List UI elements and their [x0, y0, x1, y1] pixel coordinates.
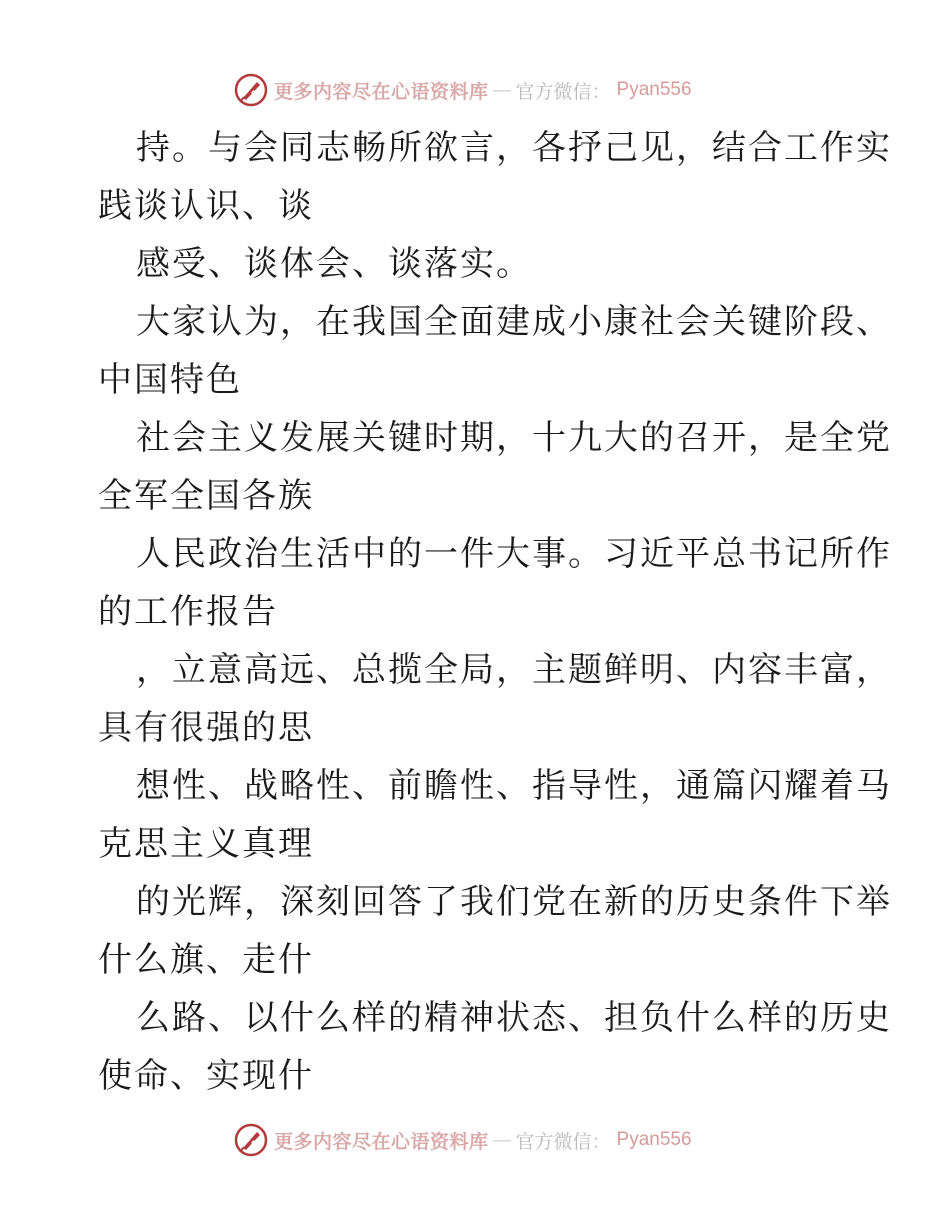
text-line: 使命、实现什	[98, 1056, 314, 1096]
text-line: 中国特色	[98, 360, 242, 400]
text-line: 持。与会同志畅所欲言，各抒己见，结合工作实	[136, 128, 892, 168]
text-line: 的工作报告	[98, 592, 278, 632]
text-line: 什么旗、走什	[98, 940, 314, 980]
text-line: 践谈认识、谈	[98, 186, 314, 226]
text-line: 克思主义真理	[98, 824, 314, 864]
quill-logo-icon	[234, 1123, 268, 1157]
footer-wechat-label: 官方微信：	[515, 1130, 611, 1153]
header-wechat-id: Pyan556	[616, 79, 692, 100]
footer-site-text: 更多内容尽在心语资料库	[274, 1130, 489, 1153]
footer-separator: —	[492, 1129, 512, 1151]
text-line: 人民政治生活中的一件大事。习近平总书记所作	[136, 534, 892, 574]
text-line: 的光辉，深刻回答了我们党在新的历史条件下举	[136, 882, 892, 922]
footer-wechat-id: Pyan556	[616, 1129, 692, 1150]
header-site-text: 更多内容尽在心语资料库	[274, 80, 489, 103]
quill-logo-icon	[234, 73, 268, 107]
text-line: ，立意高远、总揽全局，主题鲜明、内容丰富，	[136, 650, 892, 690]
text-line: 大家认为，在我国全面建成小康社会关键阶段、	[136, 302, 892, 342]
text-line: 全军全国各族	[98, 476, 314, 516]
header-wechat-label: 官方微信：	[515, 80, 611, 103]
text-line: 感受、谈体会、谈落实。	[136, 244, 532, 284]
text-line: 想性、战略性、前瞻性、指导性，通篇闪耀着马	[136, 766, 892, 806]
header-banner	[234, 72, 692, 108]
header-separator: —	[492, 79, 512, 101]
text-line: 么路、以什么样的精神状态、担负什么样的历史	[136, 998, 892, 1038]
text-line: 社会主义发展关键时期，十九大的召开，是全党	[136, 418, 892, 458]
text-line: 具有很强的思	[98, 708, 314, 748]
footer-banner	[234, 1122, 692, 1158]
